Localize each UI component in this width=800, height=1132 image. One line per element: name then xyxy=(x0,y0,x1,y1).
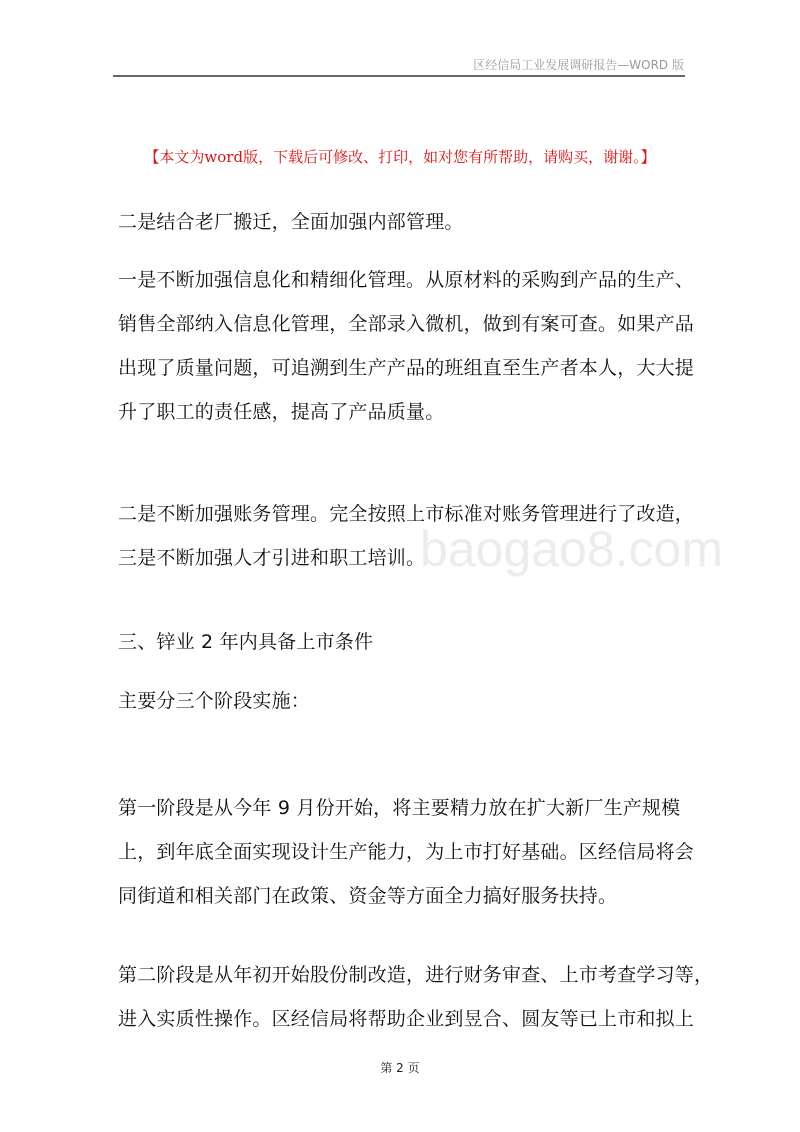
text-line: 第二阶段是从年初开始股份制改造，进行财务审查、上市考查学习等， xyxy=(118,964,714,986)
text-line: 销售全部纳入信息化管理，全部录入微机，做到有案可查。如果产品 xyxy=(118,313,695,335)
text-line: 同街道和相关部门在政策、资金等方面全力搞好服务扶持。 xyxy=(118,885,618,907)
paragraph xyxy=(118,492,698,580)
page-number: 第 2 页 xyxy=(380,1061,420,1075)
watermark: baogao8.com xyxy=(420,521,724,577)
paragraph xyxy=(118,953,714,1041)
text-line: 三、锌业 2 年内具备上市条件 xyxy=(118,631,374,653)
paragraph xyxy=(118,258,698,434)
text-line: 二是不断加强账务管理。完全按照上市标准对账务管理进行了改造， xyxy=(118,503,695,525)
text-line: 主要分三个阶段实施： xyxy=(118,690,311,712)
text-line: 三是不断加强人才引进和职工培训。 xyxy=(118,547,426,569)
paragraph xyxy=(118,679,698,723)
text-line: 上，到年底全面实现设计生产能力，为上市打好基础。区经信局将会 xyxy=(118,841,695,863)
paragraph xyxy=(118,200,698,244)
running-header: 区经信局工业发展调研报告—WORD 版 xyxy=(473,58,684,72)
text-line: 第一阶段是从今年 9 月份开始，将主要精力放在扩大新厂生产规模 xyxy=(118,797,681,819)
section-heading xyxy=(118,620,698,664)
text-line: 二是结合老厂搬迁，全面加强内部管理。 xyxy=(118,211,464,233)
notice-banner: 【本文为word版，下载后可修改、打印，如对您有所帮助，请购买，谢谢。】 xyxy=(144,148,656,166)
text-line: 一是不断加强信息化和精细化管理。从原材料的采购到产品的生产、 xyxy=(118,269,695,291)
paragraph xyxy=(118,786,698,918)
text-line: 进入实质性操作。区经信局将帮助企业到昱合、圆友等已上市和拟上 xyxy=(118,1008,695,1030)
header-rule xyxy=(113,75,685,77)
text-line: 出现了质量问题，可追溯到生产产品的班组直至生产者本人，大大提 xyxy=(118,357,695,379)
text-line: 升了职工的责任感，提高了产品质量。 xyxy=(118,401,445,423)
